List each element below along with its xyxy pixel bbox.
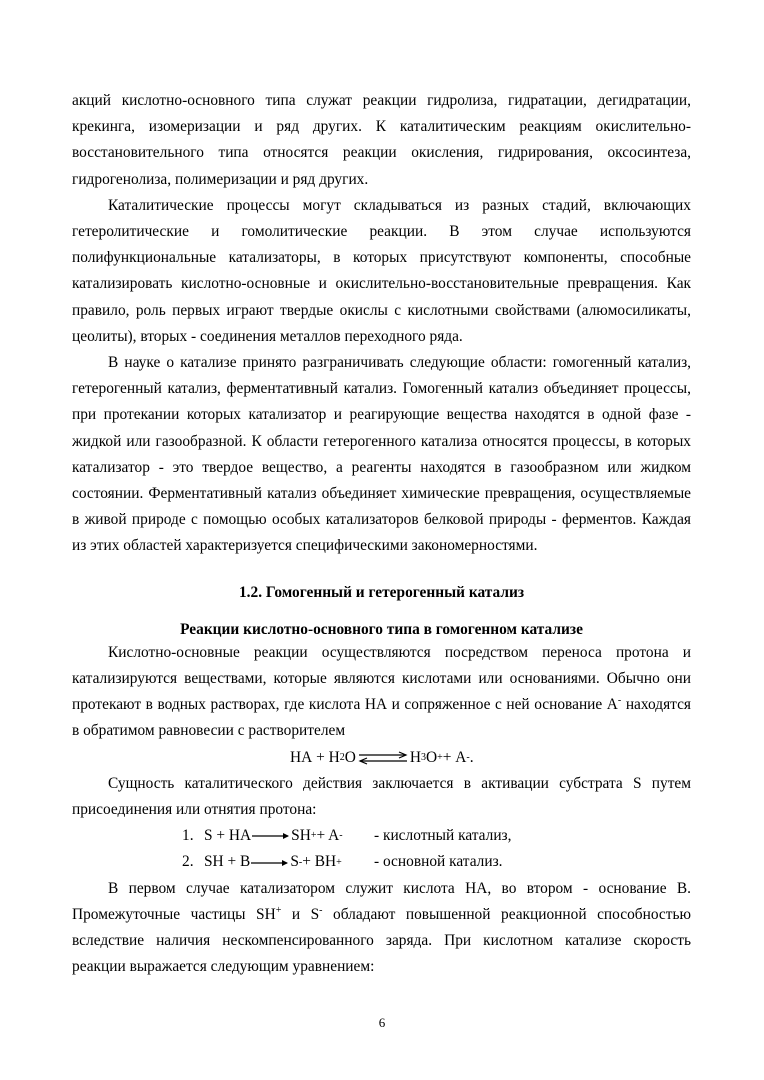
p6-text-c: обладают повышенной реакционной способностью вследствие наличия нескомпенсированного заряда. При кислотном катализе скорость реакции выражается следующим уравнением:	[72, 905, 691, 976]
reaction-number: 2.	[182, 853, 194, 871]
eq-right-tail: + А	[442, 748, 467, 766]
eq-right-mid: О	[425, 748, 438, 766]
paragraph-1: акций кислотно-основного типа служат реакции гидролиза, гидратации, дегидратации, крекинга, изомеризации и ряд других. К каталитическим реакциям окислительно-восстановительного типа относятся реакции окисления, гидрирования, оксосинтеза, гидрогенолиза, полимеризации и ряд других.	[72, 92, 691, 188]
reaction-left: SH + B	[204, 853, 251, 871]
reaction-number: 1.	[182, 827, 194, 845]
sub-heading: Реакции кислотно-основного типа в гомогенном катализе	[180, 620, 583, 638]
page-number: 6	[378, 1015, 386, 1030]
p4-text-after: находятся в обратимом равновесии с растворителем	[72, 696, 691, 740]
reaction-description: - основной катализ.	[374, 853, 503, 871]
paragraph-3: В науке о катализе принято разграничивать следующие области: гомогенный катализ, гетерогенный катализ, ферментативный катализ. Гомогенный катализ объединяет процессы, при протекании которых катализатор и реагирующие вещества находятся в одной фазе - жидкой или газообразной. К области гетерогенного катализа относятся процессы, в которых катализатор - это твердое вещество, а реагенты находятся в газообразном или жидком состоянии. Ферментативный катализ объединяет химические превращения, осуществляемые в живой природе с помощью особых катализаторов белковой природы - ферментов. Каждая из этих областей характеризуется специфическими закономерностями.	[72, 354, 691, 555]
arrow-right-icon	[252, 831, 290, 841]
reaction-right-b: + A	[316, 827, 340, 845]
paragraph-4	[72, 640, 691, 745]
equilibrium-equation: НА + Н 2 О Н 3 О + + А - .	[72, 745, 691, 771]
reaction-2: 2. SH + B S - + BH + - основной катализ.	[72, 849, 691, 875]
reaction-right-a: S	[290, 853, 299, 871]
page-body	[72, 88, 691, 980]
paragraph-6	[72, 876, 691, 981]
p4-sup: -	[617, 695, 622, 707]
eq-left: НА + Н	[290, 748, 340, 766]
reaction-description: - кислотный катализ,	[374, 827, 512, 845]
p4-text-before: Кислотно-основные реакции осуществляются посредством переноса протона и катализируются веществами, которые являются кислотами или основаниями. Обычно они протекают в водных растворах, где кислота НА и сопряженное с ней основание А	[72, 643, 691, 714]
reaction-right-a: SH	[291, 827, 311, 845]
arrow-right-icon	[251, 858, 289, 868]
equilibrium-arrow-icon	[358, 751, 408, 765]
eq-end: .	[469, 748, 474, 766]
p6-text-b: и S	[281, 905, 320, 923]
paragraph-2: Каталитические процессы могут складываться из разных стадий, включающих гетеролитические и гомолитические реакции. В этом случае используются полифункциональные катализаторы, в которых присутствуют компоненты, способные катализировать кислотно-основные и окислительно-восстановительные превращения. Как правило, роль первых играют твердые окислы с кислотными свойствами (алюмосиликаты, цеолиты), вторых - соединения металлов переходного ряда.	[72, 196, 691, 345]
reaction-1: 1. S + HA SH + + A - - кислотный катализ,	[72, 823, 691, 849]
section-heading: 1.2. Гомогенный и гетерогенный катализ	[238, 583, 525, 601]
p6-sup-b: -	[319, 904, 323, 916]
reaction-left: S + HA	[204, 827, 252, 845]
eq-right: Н	[409, 748, 421, 766]
eq-left-tail: О	[344, 748, 356, 766]
reaction-right-b: + BH	[302, 853, 337, 871]
p6-sup-a: +	[275, 904, 282, 916]
paragraph-5: Сущность каталитического действия заключается в активации субстрата S путем присоединения или отнятия протона:	[72, 774, 691, 819]
p6-text-a: В первом случае катализатором служит кислота НА, во втором - основание В. Промежуточные частицы SH	[72, 879, 691, 923]
